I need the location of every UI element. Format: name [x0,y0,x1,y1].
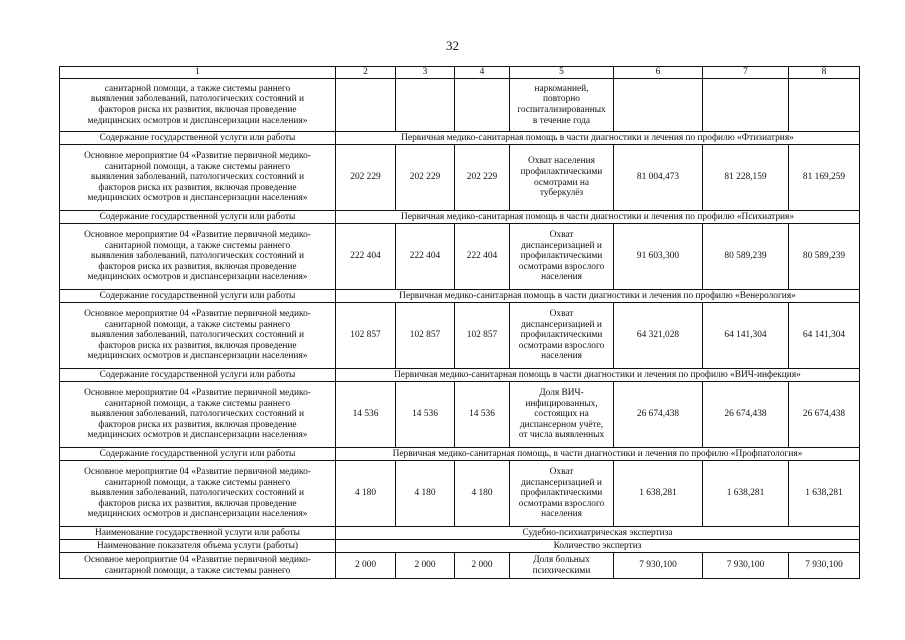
section-value: Первичная медико-санитарная помощь в части диагностики и лечения по профилю «ВИЧ-инфекция» [336,369,860,382]
cost-cell: 7 930,100 [614,553,703,579]
cost-cell: 26 674,438 [614,382,703,448]
cost-cell: 1 638,281 [614,461,703,527]
volume-cell: 14 536 [336,382,396,448]
section-label: Содержание государственной услуги или работы [60,211,336,224]
column-number-row [60,67,860,79]
column-number: 8 [789,67,860,79]
volume-cell: 102 857 [396,303,455,369]
volume-cell [455,79,510,132]
cost-cell: 1 638,281 [703,461,789,527]
table-row [60,303,860,369]
volume-cell: 4 180 [396,461,455,527]
cost-cell: 26 674,438 [789,382,860,448]
volume-cell: 222 404 [396,224,455,290]
volume-cell: 14 536 [396,382,455,448]
activity-cell: Основное мероприятие 04 «Развитие первичной медико- санитарной помощи, а также системы раннего выявления заболеваний, патологических состояний и факторов риска их развития, включая проведение медицинских осмотров и диспансеризации населения» [60,382,336,448]
column-number: 5 [510,67,614,79]
cost-cell: 81 228,159 [703,145,789,211]
budget-table [59,66,860,579]
table-row [60,553,860,579]
activity-cell: Основное мероприятие 04 «Развитие первичной медико- санитарной помощи, а также системы раннего [60,553,336,579]
volume-cell: 2 000 [336,553,396,579]
table-row [60,461,860,527]
table-row [60,224,860,290]
cost-cell: 7 930,100 [703,553,789,579]
volume-cell: 202 229 [455,145,510,211]
cost-cell: 7 930,100 [789,553,860,579]
volume-cell: 2 000 [455,553,510,579]
indicator-cell: Доля больных психическими [510,553,614,579]
activity-cell: Основное мероприятие 04 «Развитие первичной медико- санитарной помощи, а также системы раннего выявления заболеваний, патологических состояний и факторов риска их развития, включая проведение медицинских осмотров и диспансеризации населения» [60,303,336,369]
cost-cell [614,79,703,132]
section-label: Содержание государственной услуги или работы [60,448,336,461]
cost-cell [703,79,789,132]
column-number: 2 [336,67,396,79]
page-number: 32 [446,38,459,53]
cost-cell: 1 638,281 [789,461,860,527]
table-row [60,79,860,132]
indicator-cell: Охват диспансеризацией и профилактическими осмотрами взрослого населения [510,224,614,290]
volume-cell: 4 180 [336,461,396,527]
table-row [60,382,860,448]
column-number: 4 [455,67,510,79]
cost-cell: 80 589,239 [703,224,789,290]
column-number: 1 [60,67,336,79]
section-row [60,527,860,540]
section-value: Первичная медико-санитарная помощь, в части диагностики и лечения по профилю «Профпатология» [336,448,860,461]
volume-cell: 222 404 [455,224,510,290]
cost-cell [789,79,860,132]
column-number: 7 [703,67,789,79]
volume-cell: 202 229 [336,145,396,211]
activity-cell: Основное мероприятие 04 «Развитие первичной медико- санитарной помощи, а также системы раннего выявления заболеваний, патологических состояний и факторов риска их развития, включая проведение медицинских осмотров и диспансеризации населения» [60,224,336,290]
section-label: Содержание государственной услуги или работы [60,290,336,303]
volume-cell: 222 404 [336,224,396,290]
cost-cell: 64 141,304 [703,303,789,369]
cost-cell: 91 603,300 [614,224,703,290]
column-number: 6 [614,67,703,79]
table-row [60,145,860,211]
indicator-cell: Охват населения профилактическими осмотрами на туберкулёз [510,145,614,211]
section-value: Первичная медико-санитарная помощь в части диагностики и лечения по профилю «Венерология» [336,290,860,303]
section-value: Судебно-психиатрическая экспертиза [336,527,860,540]
section-label: Содержание государственной услуги или работы [60,132,336,145]
section-value: Количество экспертиз [336,540,860,553]
volume-cell: 2 000 [396,553,455,579]
section-label: Наименование показателя объема услуги (работы) [60,540,336,553]
cost-cell: 81 004,473 [614,145,703,211]
section-row [60,211,860,224]
cost-cell: 81 169,259 [789,145,860,211]
indicator-cell: наркоманией, повторно госпитализированных в течение года [510,79,614,132]
section-row [60,132,860,145]
activity-cell: Основное мероприятие 04 «Развитие первичной медико- санитарной помощи, а также системы раннего выявления заболеваний, патологических состояний и факторов риска их развития, включая проведение медицинских осмотров и диспансеризации населения» [60,145,336,211]
activity-cell: санитарной помощи, а также системы раннего выявления заболеваний, патологических состояний и факторов риска их развития, включая проведение медицинских осмотров и диспансеризации населения» [60,79,336,132]
cost-cell: 64 321,028 [614,303,703,369]
indicator-cell: Охват диспансеризацией и профилактическими осмотрами взрослого населения [510,461,614,527]
section-value: Первичная медико-санитарная помощь в части диагностики и лечения по профилю «Психиатрия» [336,211,860,224]
volume-cell: 4 180 [455,461,510,527]
section-row [60,540,860,553]
activity-cell: Основное мероприятие 04 «Развитие первичной медико- санитарной помощи, а также системы раннего выявления заболеваний, патологических состояний и факторов риска их развития, включая проведение медицинских осмотров и диспансеризации населения» [60,461,336,527]
cost-cell: 80 589,239 [789,224,860,290]
volume-cell: 202 229 [396,145,455,211]
volume-cell: 14 536 [455,382,510,448]
indicator-cell: Охват диспансеризацией и профилактическими осмотрами взрослого населения [510,303,614,369]
indicator-cell: Доля ВИЧ- инфицированных, состоящих на диспансерном учёте, от числа выявленных [510,382,614,448]
section-label: Содержание государственной услуги или работы [60,369,336,382]
section-label: Наименование государственной услуги или работы [60,527,336,540]
section-row [60,369,860,382]
cost-cell: 64 141,304 [789,303,860,369]
volume-cell [336,79,396,132]
section-row [60,290,860,303]
section-value: Первичная медико-санитарная помощь в части диагностики и лечения по профилю «Фтизиатрия» [336,132,860,145]
volume-cell: 102 857 [455,303,510,369]
volume-cell [396,79,455,132]
section-row [60,448,860,461]
volume-cell: 102 857 [336,303,396,369]
column-number: 3 [396,67,455,79]
cost-cell: 26 674,438 [703,382,789,448]
